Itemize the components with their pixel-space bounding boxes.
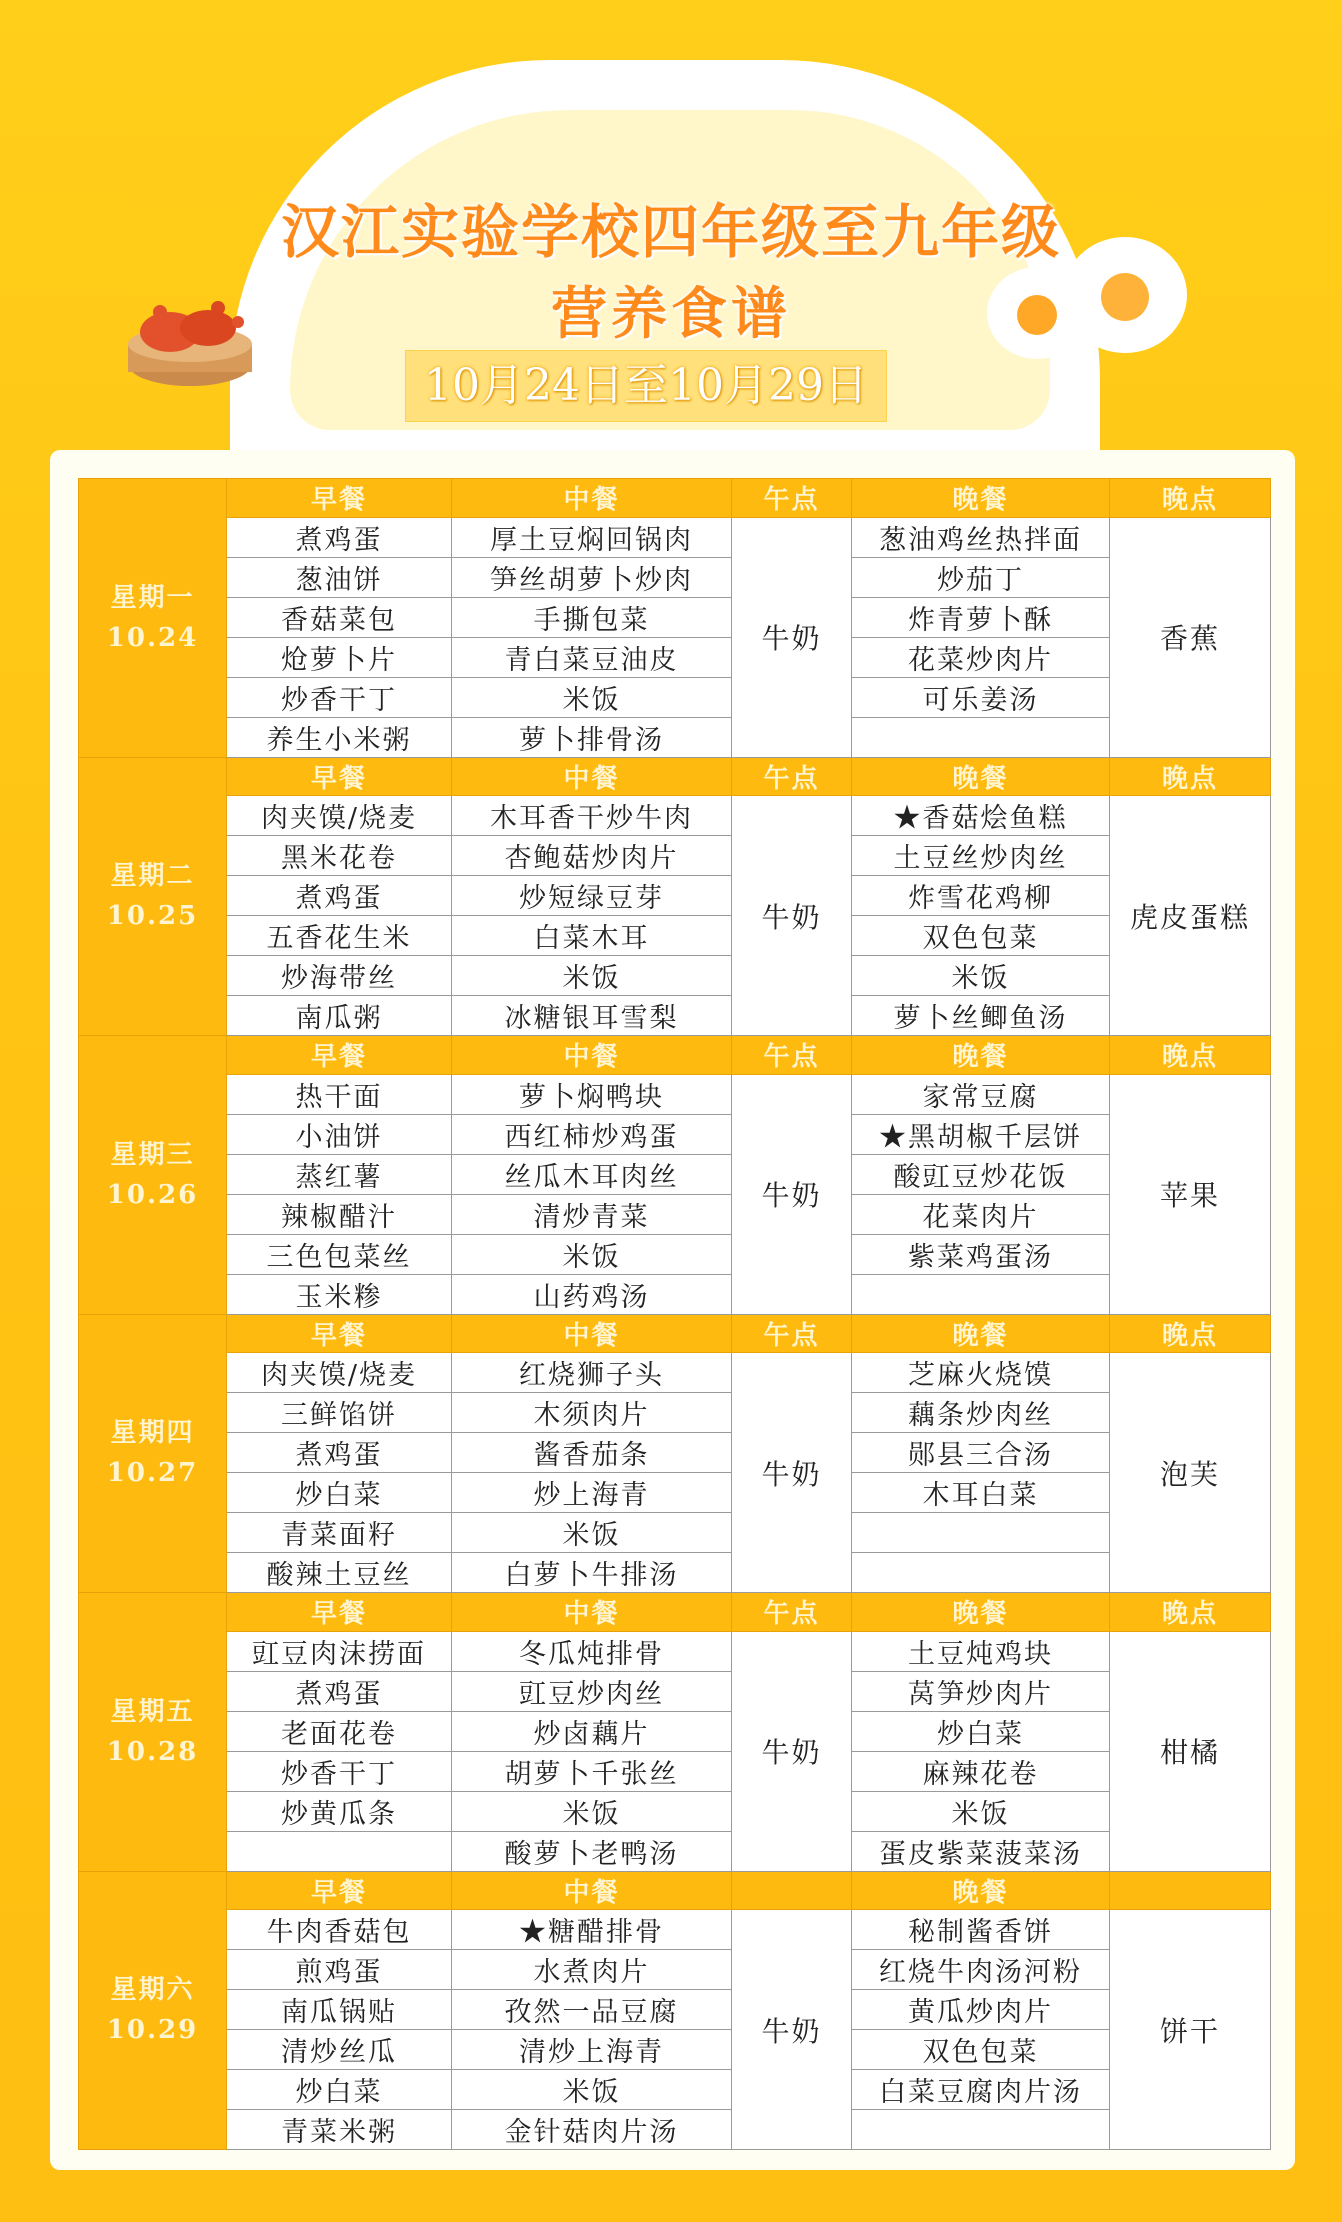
- dinner-item: 炒白菜: [852, 1711, 1110, 1751]
- lunch-item: 水煮肉片: [452, 1950, 732, 1990]
- lunch-item: 米饭: [452, 677, 732, 717]
- header-afternoon-snack: 午点: [732, 1036, 852, 1075]
- lunch-item: 炒卤藕片: [452, 1711, 732, 1751]
- date-label: 10.25: [106, 901, 199, 932]
- lunch-item: 胡萝卜千张丝: [452, 1751, 732, 1791]
- breakfast-item: 南瓜粥: [227, 996, 452, 1036]
- menu-row: [79, 1234, 1271, 1274]
- lunch-item: 青白菜豆油皮: [452, 637, 732, 677]
- breakfast-item: 豇豆肉沫捞面: [227, 1631, 452, 1671]
- breakfast-item: 炒白菜: [227, 1473, 452, 1513]
- breakfast-item: 三鲜馅饼: [227, 1393, 452, 1433]
- breakfast-item: 清炒丝瓜: [227, 2030, 452, 2070]
- lunch-item: 酱香茄条: [452, 1433, 732, 1473]
- dinner-item: 葱油鸡丝热拌面: [852, 517, 1110, 557]
- dinner-item: 麻辣花卷: [852, 1751, 1110, 1791]
- night-snack-item: 苹果: [1110, 1074, 1271, 1314]
- day-label: [79, 757, 227, 1036]
- weekday-label: 星期一: [110, 582, 195, 613]
- header-afternoon-snack: 午点: [732, 479, 852, 518]
- header-lunch: 中餐: [452, 479, 732, 518]
- breakfast-item: 葱油饼: [227, 557, 452, 597]
- menu-row: [79, 597, 1271, 637]
- dinner-item: 莴笋炒肉片: [852, 1671, 1110, 1711]
- lunch-item: 豇豆炒肉丝: [452, 1671, 732, 1711]
- header-dinner: 晚餐: [852, 479, 1110, 518]
- breakfast-item: 炝萝卜片: [227, 637, 452, 677]
- menu-row: [79, 1154, 1271, 1194]
- menu-row: [79, 1751, 1271, 1791]
- dinner-item: 炸雪花鸡柳: [852, 876, 1110, 916]
- lunch-item: 炒上海青: [452, 1473, 732, 1513]
- header-breakfast: 早餐: [227, 1871, 452, 1910]
- lunch-item: 清炒上海青: [452, 2030, 732, 2070]
- menu-row: [79, 1791, 1271, 1831]
- day-label: [79, 1871, 227, 2150]
- header-lunch: 中餐: [452, 1036, 732, 1075]
- menu-row: [79, 1513, 1271, 1553]
- header-breakfast: 早餐: [227, 1593, 452, 1632]
- dinner-item: 白菜豆腐肉片汤: [852, 2070, 1110, 2110]
- breakfast-item: 肉夹馍/烧麦: [227, 1353, 452, 1393]
- header-night-snack: 晚点: [1110, 1036, 1271, 1075]
- night-snack-item: 泡芙: [1110, 1353, 1271, 1593]
- breakfast-item: 煮鸡蛋: [227, 1433, 452, 1473]
- meal-header-row: [79, 1314, 1271, 1353]
- lunch-item: 红烧狮子头: [452, 1353, 732, 1393]
- menu-row: [79, 2110, 1271, 2150]
- dinner-item: 可乐姜汤: [852, 677, 1110, 717]
- breakfast-item: 煮鸡蛋: [227, 876, 452, 916]
- menu-row: [79, 956, 1271, 996]
- day-label: [79, 1314, 227, 1593]
- meal-header-row: [79, 1871, 1271, 1910]
- date-label: 10.29: [106, 2015, 199, 2046]
- header-night-snack: 晚点: [1110, 479, 1271, 518]
- night-snack-item: 香蕉: [1110, 517, 1271, 757]
- menu-row: [79, 2030, 1271, 2070]
- menu-row: [79, 557, 1271, 597]
- breakfast-item: 小油饼: [227, 1114, 452, 1154]
- lunch-item: 手撕包菜: [452, 597, 732, 637]
- day-label: [79, 479, 227, 758]
- weekday-label: 星期三: [110, 1139, 195, 1170]
- breakfast-item: 青菜米粥: [227, 2110, 452, 2150]
- header-dinner: 晚餐: [852, 1036, 1110, 1075]
- header-afternoon-snack: 午点: [732, 1314, 852, 1353]
- lunch-item: 米饭: [452, 1234, 732, 1274]
- menu-row: [79, 1194, 1271, 1234]
- dinner-item: 双色包菜: [852, 2030, 1110, 2070]
- dinner-item: 黄瓜炒肉片: [852, 1990, 1110, 2030]
- breakfast-item: 炒黄瓜条: [227, 1791, 452, 1831]
- lunch-item: 山药鸡汤: [452, 1274, 732, 1314]
- header-breakfast: 早餐: [227, 479, 452, 518]
- header-night-snack: 晚点: [1110, 1314, 1271, 1353]
- dinner-item: 郧县三合汤: [852, 1433, 1110, 1473]
- header-dinner: 晚餐: [852, 757, 1110, 796]
- dinner-item: 萝卜丝鲫鱼汤: [852, 996, 1110, 1036]
- lunch-item: 米饭: [452, 1791, 732, 1831]
- afternoon-snack-item: 牛奶: [732, 796, 852, 1036]
- breakfast-item: 蒸红薯: [227, 1154, 452, 1194]
- header-breakfast: 早餐: [227, 757, 452, 796]
- afternoon-snack-item: 牛奶: [732, 1074, 852, 1314]
- afternoon-snack-item: 牛奶: [732, 1910, 852, 2150]
- lunch-item: 木须肉片: [452, 1393, 732, 1433]
- menu-row: [79, 677, 1271, 717]
- dinner-item: 米饭: [852, 956, 1110, 996]
- header-night-snack: [1110, 1871, 1271, 1910]
- header-dinner: 晚餐: [852, 1871, 1110, 1910]
- menu-row: [79, 1631, 1271, 1671]
- header-afternoon-snack: [732, 1871, 852, 1910]
- breakfast-item: 老面花卷: [227, 1711, 452, 1751]
- breakfast-item: 炒白菜: [227, 2070, 452, 2110]
- breakfast-item: 五香花生米: [227, 916, 452, 956]
- dinner-item: 蛋皮紫菜菠菜汤: [852, 1831, 1110, 1871]
- breakfast-item: 香菇菜包: [227, 597, 452, 637]
- meal-header-row: [79, 1036, 1271, 1075]
- lunch-item: 笋丝胡萝卜炒肉: [452, 557, 732, 597]
- dinner-item: 酸豇豆炒花饭: [852, 1154, 1110, 1194]
- dinner-item: ★黑胡椒千层饼: [852, 1114, 1110, 1154]
- header-afternoon-snack: 午点: [732, 757, 852, 796]
- breakfast-item: 黑米花卷: [227, 836, 452, 876]
- dinner-item: 木耳白菜: [852, 1473, 1110, 1513]
- header-lunch: 中餐: [452, 1314, 732, 1353]
- date-label: 10.26: [106, 1179, 199, 1210]
- lunch-item: 炒短绿豆芽: [452, 876, 732, 916]
- night-snack-item: 饼干: [1110, 1910, 1271, 2150]
- menu-row: [79, 1433, 1271, 1473]
- dinner-item: 紫菜鸡蛋汤: [852, 1234, 1110, 1274]
- dinner-item: 土豆丝炒肉丝: [852, 836, 1110, 876]
- night-snack-item: 虎皮蛋糕: [1110, 796, 1271, 1036]
- night-snack-item: 柑橘: [1110, 1631, 1271, 1871]
- dinner-item: 花菜肉片: [852, 1194, 1110, 1234]
- menu-row: [79, 916, 1271, 956]
- lunch-item: 冰糖银耳雪梨: [452, 996, 732, 1036]
- dinner-item: 芝麻火烧馍: [852, 1353, 1110, 1393]
- weekday-label: 星期五: [110, 1696, 195, 1727]
- afternoon-snack-item: 牛奶: [732, 1631, 852, 1871]
- dinner-item: [852, 1513, 1110, 1553]
- header-breakfast: 早餐: [227, 1314, 452, 1353]
- weekly-menu-table: [78, 478, 1271, 2150]
- breakfast-item: 煮鸡蛋: [227, 1671, 452, 1711]
- header-night-snack: 晚点: [1110, 757, 1271, 796]
- header-breakfast: 早餐: [227, 1036, 452, 1075]
- dinner-item: 米饭: [852, 1791, 1110, 1831]
- day-label: [79, 1036, 227, 1315]
- dinner-item: ★香菇烩鱼糕: [852, 796, 1110, 836]
- date-label: 10.28: [106, 1736, 199, 1767]
- menu-row: [79, 1831, 1271, 1871]
- menu-row: [79, 1910, 1271, 1950]
- breakfast-item: 养生小米粥: [227, 717, 452, 757]
- date-label: 10.24: [106, 622, 199, 653]
- breakfast-item: 炒海带丝: [227, 956, 452, 996]
- lunch-item: 孜然一品豆腐: [452, 1990, 732, 2030]
- menu-row: [79, 1671, 1271, 1711]
- breakfast-item: 肉夹馍/烧麦: [227, 796, 452, 836]
- afternoon-snack-item: 牛奶: [732, 517, 852, 757]
- date-range: 10月24日至10月29日: [405, 350, 887, 422]
- dinner-item: 土豆炖鸡块: [852, 1631, 1110, 1671]
- dinner-item: 双色包菜: [852, 916, 1110, 956]
- meal-header-row: [79, 1593, 1271, 1632]
- breakfast-item: 炒香干丁: [227, 1751, 452, 1791]
- menu-row: [79, 1553, 1271, 1593]
- breakfast-item: 牛肉香菇包: [227, 1910, 452, 1950]
- dinner-item: [852, 717, 1110, 757]
- header-lunch: 中餐: [452, 1593, 732, 1632]
- lunch-item: 萝卜排骨汤: [452, 717, 732, 757]
- breakfast-item: 青菜面籽: [227, 1513, 452, 1553]
- header-lunch: 中餐: [452, 757, 732, 796]
- menu-row: [79, 1353, 1271, 1393]
- menu-row: [79, 1074, 1271, 1114]
- dinner-item: 秘制酱香饼: [852, 1910, 1110, 1950]
- breakfast-item: 煎鸡蛋: [227, 1950, 452, 1990]
- weekday-label: 星期二: [110, 861, 195, 892]
- breakfast-item: 热干面: [227, 1074, 452, 1114]
- breakfast-item: 炒香干丁: [227, 677, 452, 717]
- header-afternoon-snack: 午点: [732, 1593, 852, 1632]
- header-dinner: 晚餐: [852, 1593, 1110, 1632]
- menu-row: [79, 717, 1271, 757]
- meal-header-row: [79, 757, 1271, 796]
- dinner-item: 红烧牛肉汤河粉: [852, 1950, 1110, 1990]
- menu-row: [79, 2070, 1271, 2110]
- dinner-item: 炒茄丁: [852, 557, 1110, 597]
- lunch-item: 金针菇肉片汤: [452, 2110, 732, 2150]
- menu-row: [79, 1393, 1271, 1433]
- meal-header-row: [79, 479, 1271, 518]
- breakfast-item: 南瓜锅贴: [227, 1990, 452, 2030]
- menu-row: [79, 796, 1271, 836]
- breakfast-item: 玉米糁: [227, 1274, 452, 1314]
- lunch-item: 酸萝卜老鸭汤: [452, 1831, 732, 1871]
- menu-row: [79, 1711, 1271, 1751]
- dinner-item: [852, 1274, 1110, 1314]
- breakfast-item: 酸辣土豆丝: [227, 1553, 452, 1593]
- header-night-snack: 晚点: [1110, 1593, 1271, 1632]
- dinner-item: 花菜炒肉片: [852, 637, 1110, 677]
- lunch-item: 白萝卜牛排汤: [452, 1553, 732, 1593]
- lunch-item: 厚土豆焖回锅肉: [452, 517, 732, 557]
- menu-row: [79, 517, 1271, 557]
- menu-row: [79, 996, 1271, 1036]
- dinner-item: 炸青萝卜酥: [852, 597, 1110, 637]
- breakfast-item: 三色包菜丝: [227, 1234, 452, 1274]
- lunch-item: ★糖醋排骨: [452, 1910, 732, 1950]
- lunch-item: 萝卜焖鸭块: [452, 1074, 732, 1114]
- lunch-item: 木耳香干炒牛肉: [452, 796, 732, 836]
- menu-title: 汉江实验学校四年级至九年级: [280, 198, 1061, 266]
- lunch-item: 白菜木耳: [452, 916, 732, 956]
- header-dinner: 晚餐: [852, 1314, 1110, 1353]
- menu-row: [79, 1114, 1271, 1154]
- lunch-item: 清炒青菜: [452, 1194, 732, 1234]
- breakfast-item: [227, 1831, 452, 1871]
- lunch-item: 杏鲍菇炒肉片: [452, 836, 732, 876]
- lunch-item: 米饭: [452, 2070, 732, 2110]
- header-lunch: 中餐: [452, 1871, 732, 1910]
- lunch-item: 冬瓜炖排骨: [452, 1631, 732, 1671]
- menu-row: [79, 836, 1271, 876]
- lunch-item: 米饭: [452, 956, 732, 996]
- menu-row: [79, 1473, 1271, 1513]
- dinner-item: 家常豆腐: [852, 1074, 1110, 1114]
- menu-row: [79, 876, 1271, 916]
- breakfast-item: 辣椒醋汁: [227, 1194, 452, 1234]
- dinner-item: 藕条炒肉丝: [852, 1393, 1110, 1433]
- lunch-item: 西红柿炒鸡蛋: [452, 1114, 732, 1154]
- afternoon-snack-item: 牛奶: [732, 1353, 852, 1593]
- menu-row: [79, 1274, 1271, 1314]
- lunch-item: 丝瓜木耳肉丝: [452, 1154, 732, 1194]
- day-label: [79, 1593, 227, 1872]
- weekday-label: 星期四: [110, 1418, 195, 1449]
- dinner-item: [852, 1553, 1110, 1593]
- breakfast-item: 煮鸡蛋: [227, 517, 452, 557]
- dinner-item: [852, 2110, 1110, 2150]
- weekday-label: 星期六: [110, 1975, 195, 2006]
- menu-row: [79, 1950, 1271, 1990]
- menu-subtitle: 营养食谱: [551, 282, 791, 347]
- menu-row: [79, 1990, 1271, 2030]
- menu-row: [79, 637, 1271, 677]
- date-label: 10.27: [106, 1458, 199, 1489]
- lunch-item: 米饭: [452, 1513, 732, 1553]
